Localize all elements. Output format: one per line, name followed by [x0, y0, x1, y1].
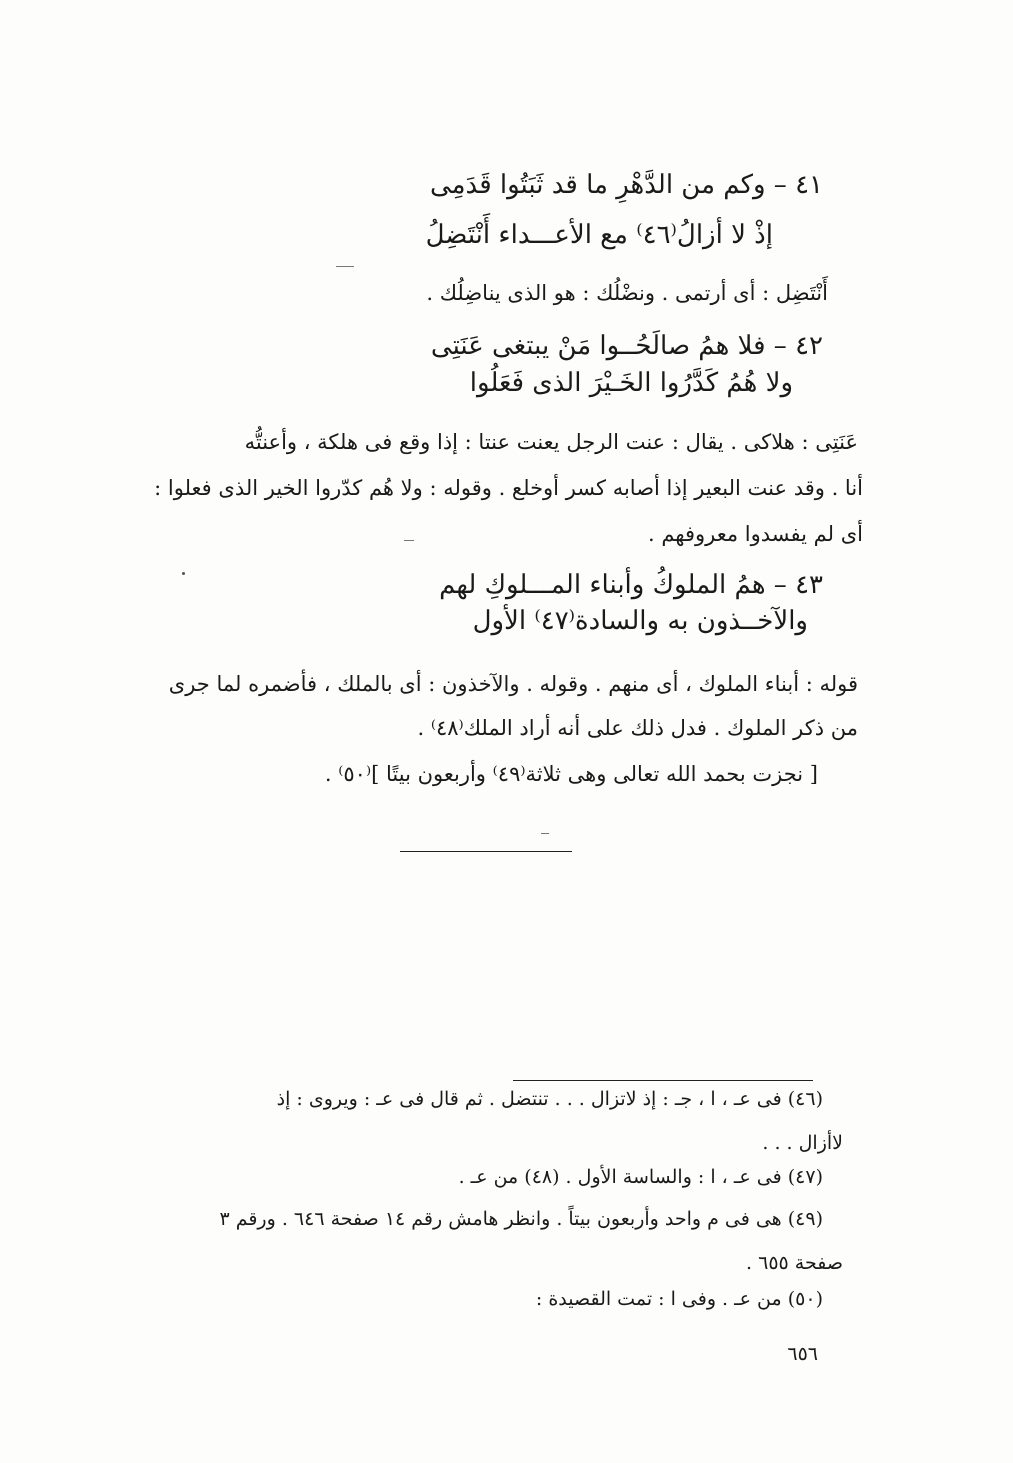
footnote-46-line-2: لاأزال . . .	[762, 1132, 843, 1154]
commentary-verse-43-line-1: قوله : أبناء الملوك ، أى منهم . وقوله . والآخذون : أى بالملك ، فأضمره لما جرى	[168, 672, 858, 696]
footnote-rule	[513, 1080, 813, 1081]
commentary-verse-42-line-3: أى لم يفسدوا معروفهم .	[647, 522, 863, 546]
verse-43-first-hemistich	[439, 572, 823, 598]
verse-42-second-hemistich: ولا هُمُ كَدَّرُوا الخَـيْرَ الذى فَعَلُوا	[469, 368, 793, 398]
verse-41-first-hemistich	[430, 172, 823, 198]
verse-42-first-hemistich	[431, 333, 823, 359]
footnote-47-48: (٤٧) فى عـ ، ا : والساسة الأول . (٤٨) من عـ .	[458, 1166, 823, 1188]
commentary-verse-42-line-2: أنا . وقد عنت البعير إذا أصابه كسر أوخلع . وقوله : ولا هُم كدّروا الخير الذى فعلوا :	[154, 476, 863, 500]
verse-number: ٤١ –	[773, 170, 823, 200]
footnote-50: (٥٠) من عـ . وفى ا : تمت القصيدة :	[535, 1288, 823, 1310]
verse-41-second-hemistich: إذْ لا أزالُ⁽٤٦⁾ مع الأعـــداء أَنْتَضِلُ	[425, 220, 773, 250]
verse-number: ٤٢ –	[773, 331, 823, 361]
footnote-49-line-2: صفحة ٦٥٥ .	[746, 1252, 843, 1274]
stray-mark	[182, 572, 185, 575]
page-number: ٦٥٦	[787, 1343, 818, 1365]
commentary-verse-43-line-2: من ذكر الملوك . فدل ذلك على أنه أراد الملك⁽٤٨⁾ .	[417, 716, 858, 740]
commentary-verse-42-line-1: عَنَتِى : هلاكى . يقال : عنت الرجل يعنت عنتا : إذا وقع فى هلكة ، وأعنتُّه	[244, 430, 858, 454]
verse-text: وكم من الدَّهْرِ ما قد ثَبَتُوا قَدَمِى	[429, 170, 766, 200]
stray-mark	[541, 833, 549, 834]
commentary-verse-41: أَنْتَضِل : أى أرتمى . ونضْلُك : هو الذى يناضِلُك .	[426, 281, 828, 305]
verse-number: ٤٣ –	[773, 570, 823, 600]
poem-closing-note: [ نجزت بحمد الله تعالى وهى ثلاثة⁽٤٩⁾ وأربعون بيتًا ]⁽٥٠⁾ .	[324, 762, 818, 786]
verse-text: همُ الملوكُ وأبناء المـــلوكِ لهم	[439, 570, 766, 600]
footnote-49-line-1: (٤٩) هى فى م واحد وأربعون بيتاً . وانظر هامش رقم ١٤ صفحة ٦٤٦ . ورقم ٣	[219, 1208, 823, 1230]
footnote-46-line-1: (٤٦) فى عـ ، ا ، جـ : إذ لاتزال . . . تنتضل . ثم قال فى عـ : ويروى : إذ	[276, 1088, 823, 1110]
verse-text: فلا همُ صالَحُــوا مَنْ يبتغى عَنَتِى	[430, 331, 766, 361]
stray-mark	[404, 540, 414, 541]
end-of-text-rule	[400, 851, 572, 852]
stray-mark	[336, 266, 354, 267]
verse-43-second-hemistich: والآخــذون به والسادة⁽٤٧⁾ الأول	[472, 606, 808, 636]
